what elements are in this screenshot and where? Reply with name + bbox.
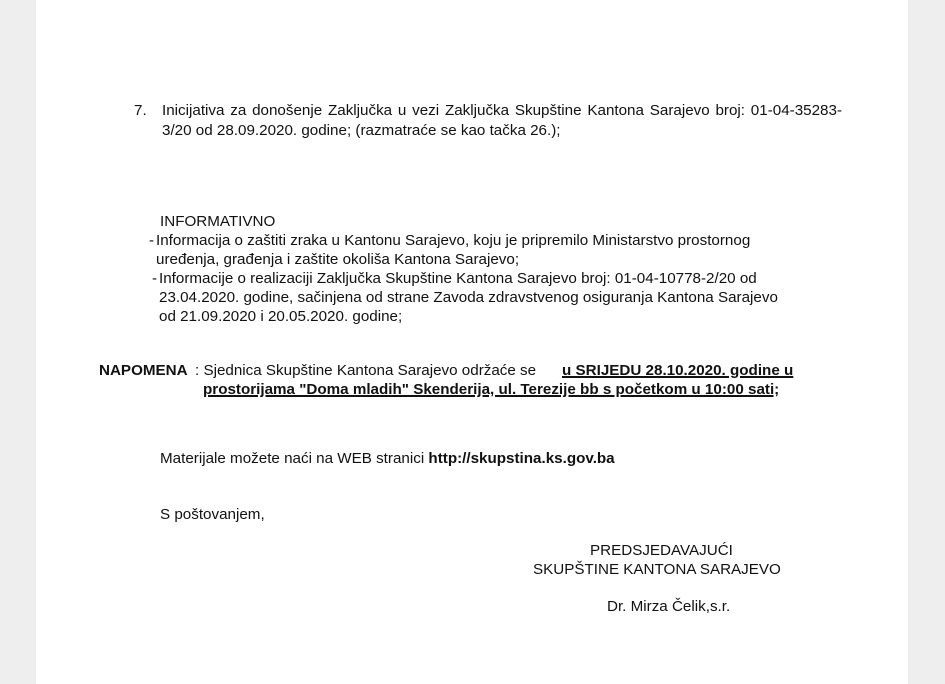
informativno-title: INFORMATIVNO <box>160 213 276 230</box>
signature-name: Dr. Mirza Čelik,s.r. <box>607 598 731 615</box>
signature-title: PREDSJEDAVAJUĆI <box>590 542 733 559</box>
bullet-dash: - <box>149 232 155 249</box>
materials-text: Materijale možete naći na WEB stranici <box>160 450 429 467</box>
info-item-line: Informacije o realizaciji Zaključka Skupštine Kantona Sarajevo broj: 01-04-10778-2/20 od <box>159 270 757 287</box>
napomena-label: NAPOMENA <box>99 362 188 379</box>
napomena-text: : Sjednica Skupštine Kantona Sarajevo održaće se <box>195 362 537 379</box>
info-item-line: uređenja, građenja i zaštite okoliša Kantona Sarajevo; <box>156 251 520 268</box>
agenda-item-text: Inicijativa za donošenje Zaključka u vezi Zaključka Skupštine Kantona Sarajevo broj: 01-04-35283-3/20 od 28.09.2020. godine; (razmatraće se kao tačka 26.); <box>162 102 842 139</box>
napomena-location: prostorijama "Doma mladih" Skenderija, ul. Terezije bb s početkom u 10:00 sati; <box>203 381 780 398</box>
info-item-conclusion-realization <box>152 269 837 326</box>
regards-text: S poštovanjem, <box>160 506 265 523</box>
info-item-line: Informacija o zaštiti zraka u Kantonu Sarajevo, koju je pripremilo Ministarstvo prostornog <box>156 232 751 249</box>
signature-body: SKUPŠTINE KANTONA SARAJEVO <box>533 561 781 578</box>
document-page <box>36 0 908 684</box>
napomena-date: u SRIJEDU 28.10.2020. godine u <box>562 362 794 379</box>
bullet-dash: - <box>152 270 158 287</box>
info-item-air-protection <box>149 231 837 269</box>
agenda-item-number: 7. <box>134 102 147 119</box>
info-item-line: od 21.09.2020 i 20.05.2020. godine; <box>159 308 403 325</box>
materials-line <box>160 449 615 468</box>
info-item-line: 23.04.2020. godine, sačinjena od strane Zavoda zdravstvenog osiguranja Kantona Sarajevo <box>159 289 778 306</box>
materials-url-link[interactable]: http://skupstina.ks.gov.ba <box>428 450 615 467</box>
